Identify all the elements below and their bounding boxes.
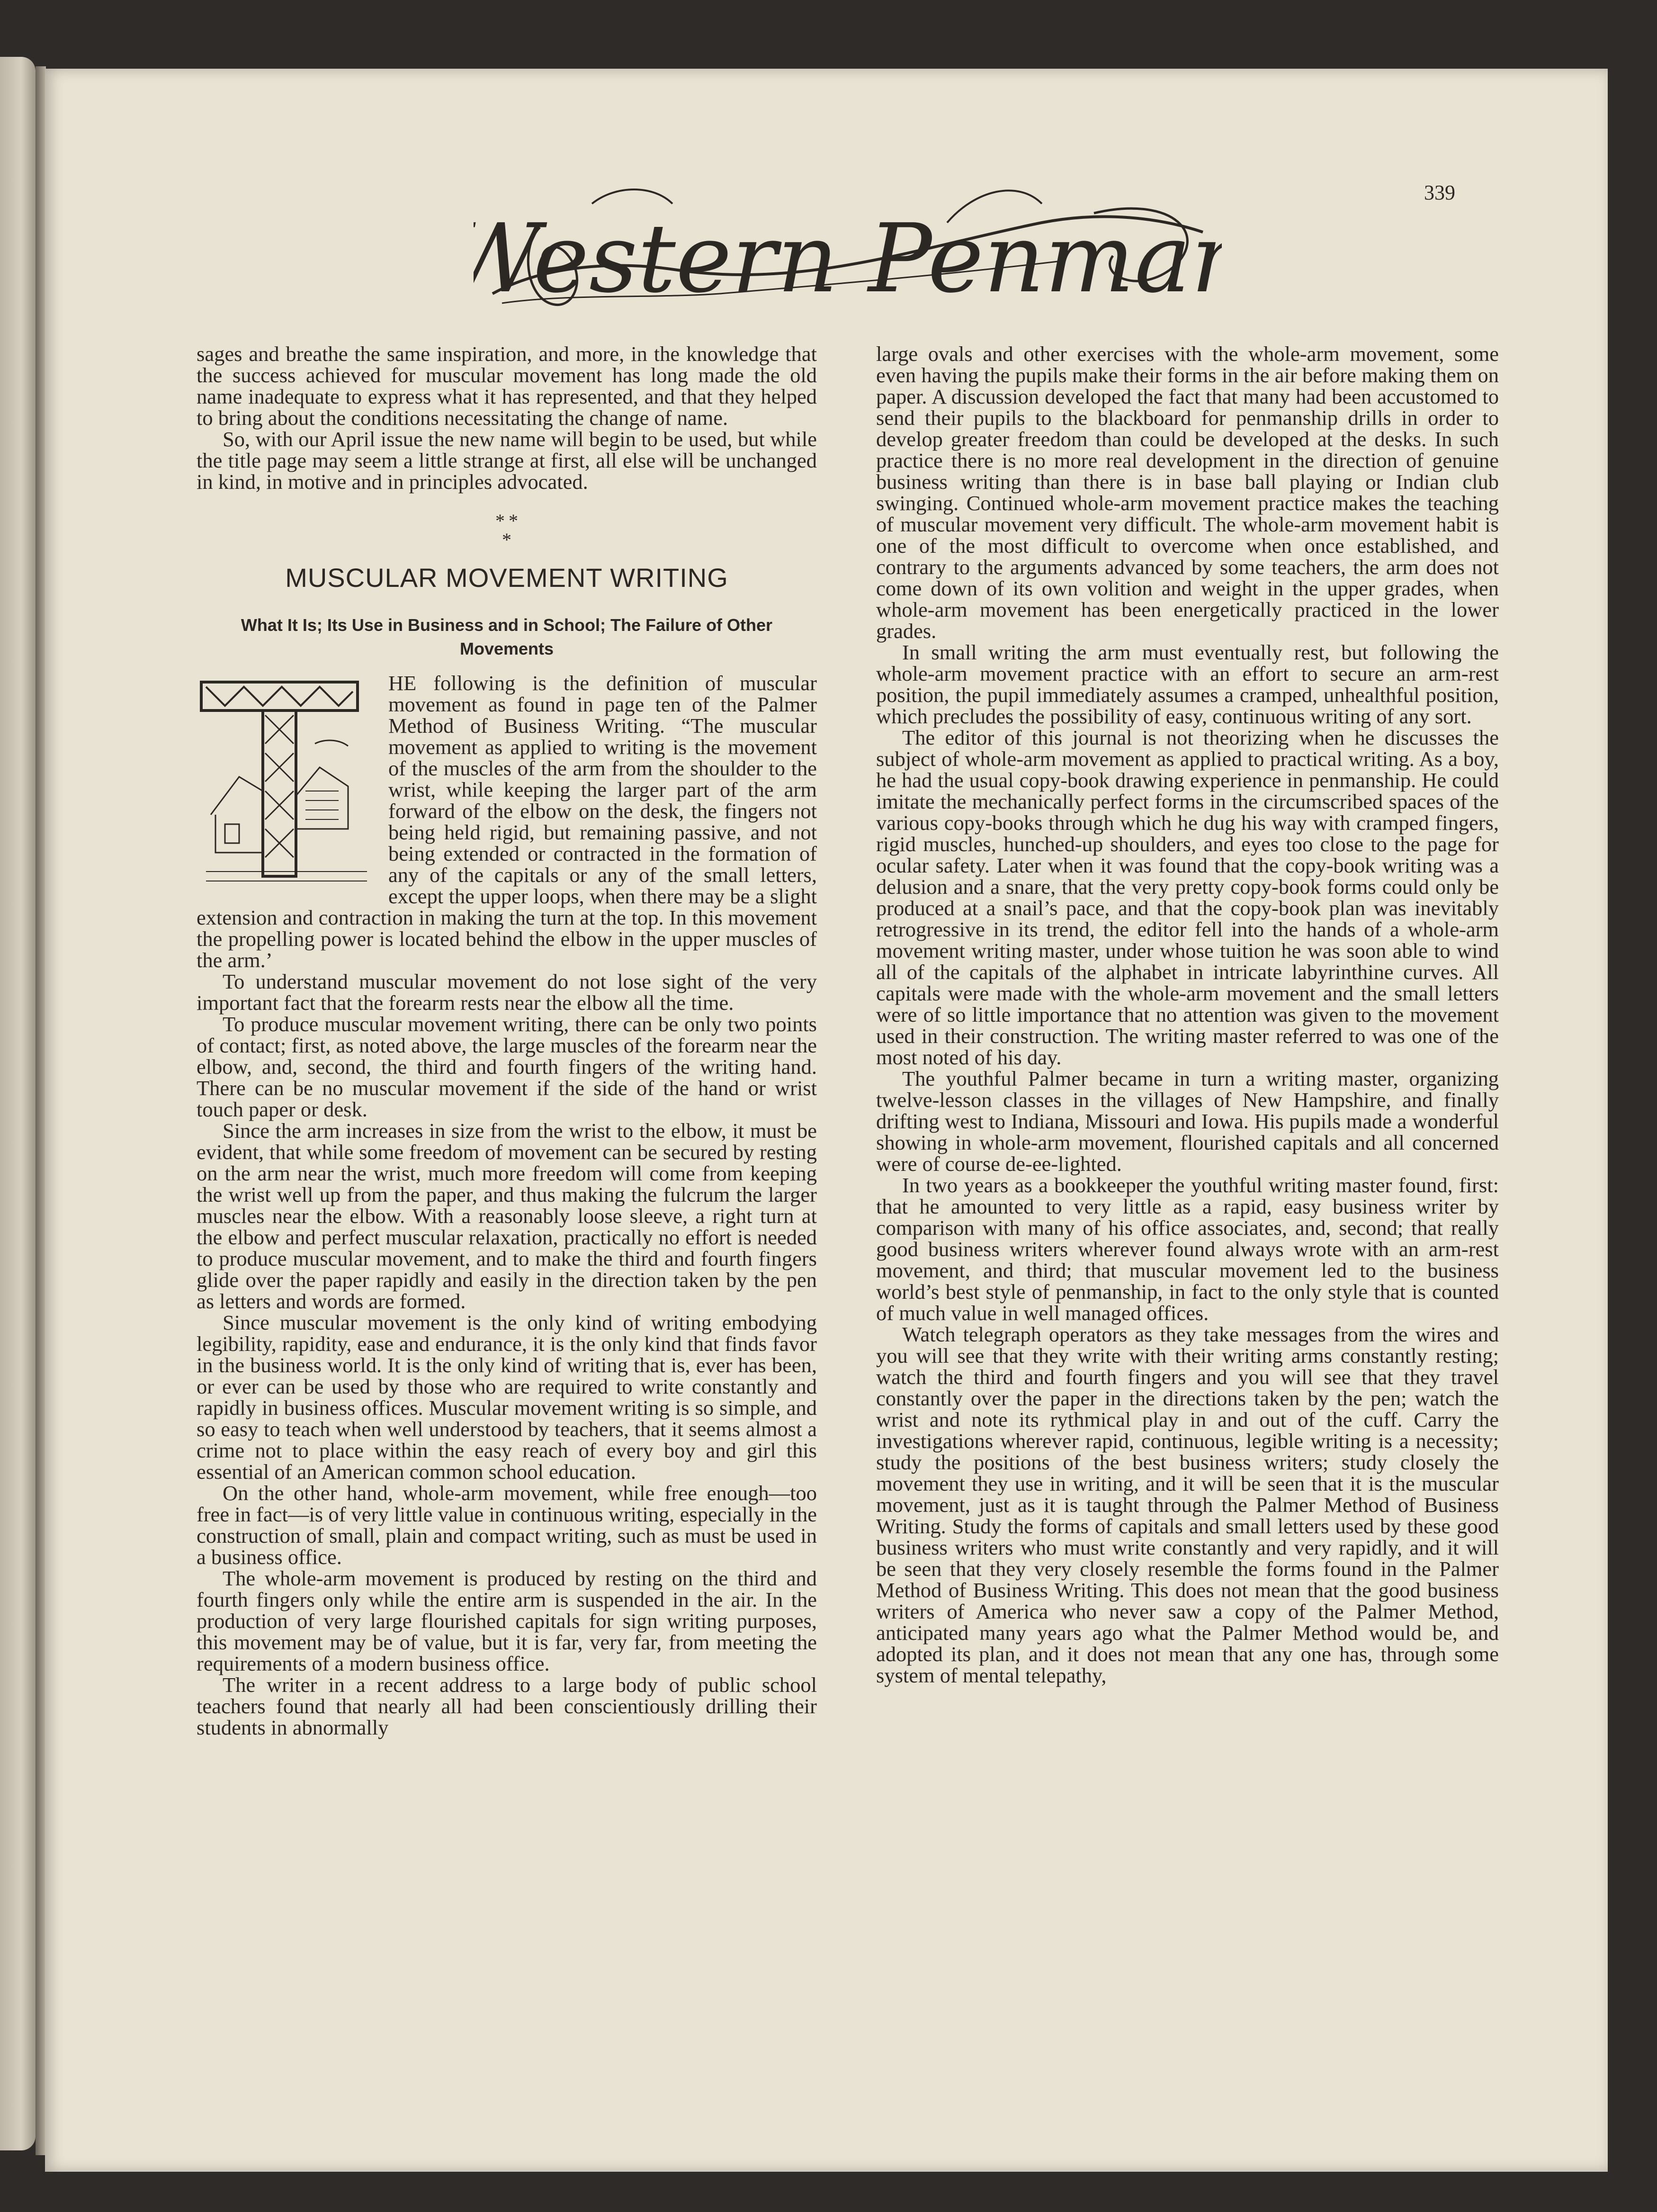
body-paragraph-2: To produce muscular movement writing, there can be only two points of contact; first, as noted above, the large muscles of the forearm near the elbow, and, second, the third and fourth fingers of the writing hand. There can be no muscular movement if the side of the hand or wrist touch paper or desk. bbox=[197, 1012, 817, 1121]
intro-paragraph-1: sages and breathe the same inspiration, and more, in the knowledge that the success achieved for muscular movement has long made the old name inadequate to express what it has represented, and that they helped to bring about the conditions necessitating the change of name. bbox=[197, 342, 817, 430]
facing-page-edge bbox=[0, 57, 36, 2150]
masthead-script-svg bbox=[474, 152, 1222, 341]
right-paragraph-4: The youthful Palmer became in turn a writing master, organizing twelve-lesson classes in the villages of New Hampshire, and finally drifting west to Indiana, Missouri and Iowa. His pupils made a wonderful showing in whole-arm movement, flourished capitals and all concerned were of course de-ee-lighted. bbox=[876, 1067, 1499, 1176]
section-separator: * * * bbox=[495, 510, 518, 550]
definition-paragraph: HE following is the definition of muscular movement as found in page ten of the Palmer Method of Business Writing. “The muscular movement as applied to writing is the movement of the muscles of the arm from the shoulder to the wrist, while keeping the larger part of the arm forward of the elbow on the desk, the fingers not being held rigid, but remaining passive, and not being extended or contracted in the formation of any of the capitals or any of the small letters, except the upper loops, when there may be a slight extension and contraction in making the turn at the top. In this movement the propelling power is located behind the elbow in the upper muscles of the arm.’ bbox=[197, 671, 817, 972]
body-paragraph-1: To understand muscular movement do not lose sight of the very important fact that the forearm rests near the elbow all the time. bbox=[197, 970, 817, 1015]
page-number: 339 bbox=[1424, 181, 1455, 204]
dropcap-letter: T bbox=[279, 708, 280, 709]
right-paragraph-5: In two years as a bookkeeper the youthful writing master found, first: that he amounted to very little as a rapid, easy business writer by comparison with many of his office associates, and, second; that really good business writers wherever found always wrote with an arm-rest movement, and third; that muscular movement led to the business world’s best style of penmanship, in fact to the only style that is counted of much value in well managed offices. bbox=[876, 1173, 1499, 1325]
intro-paragraph-2: So, with our April issue the new name will begin to be used, but while the title page may seem a little strange at first, all else will be unchanged in kind, in motive and in principles advocated. bbox=[197, 427, 817, 494]
magazine-page bbox=[45, 69, 1608, 2172]
masthead-logo bbox=[474, 152, 1222, 341]
right-column bbox=[876, 343, 1499, 1686]
body-paragraph-6: The whole-arm movement is produced by resting on the third and fourth fingers only while the entire arm is suspended in the air. In the production of very large flourished capitals for sign writing purposes, this movement may be of value, but it is far, very far, from meeting the requirements of a modern business office. bbox=[197, 1566, 817, 1675]
book-spine bbox=[36, 66, 46, 2155]
right-paragraph-2: In small writing the arm must eventually rest, but following the whole-arm movement practice with an effort to secure an arm-rest position, the pupil immediately assumes a cramped, unhealthful position, which precludes the possibility of easy, continuous writing of any sort. bbox=[876, 640, 1499, 728]
body-paragraph-4: Since muscular movement is the only kind of writing embodying legibility, rapidity, ease and endurance, it is the only kind that finds favor in the business world. It is the only kind of writing that is, ever has been, or ever can be used by those who are required to write constantly and rapidly in business offices. Muscular movement writing is so simple, and so easy to teach when well understood by teachers, that it seems almost a crime not to place within the easy reach of every boy and girl this essential of an American common school education. bbox=[197, 1311, 817, 1484]
illustrated-dropcap bbox=[197, 673, 376, 890]
right-paragraph-1: large ovals and other exercises with the whole-arm movement, some even having the pupils make their forms in the air before making them on paper. A discussion developed the fact that many had been accustomed to send their pupils to the blackboard for penmanship drills in order to develop greater freedom than could be developed at the desks. In such practice there is no more real development in the direction of genuine business writing than there is in base ball playing or Indian club swinging. Continued whole-arm movement practice makes the teaching of muscular movement very difficult. The whole-arm movement habit is one of the most difficult to overcome when once established, and contrary to the arguments advanced by some teachers, the arm does not come down of its own volition and weight in the upper grades, when whole-arm movement has been energetically practiced in the lower grades. bbox=[876, 342, 1499, 643]
body-paragraph-3: Since the arm increases in size from the wrist to the elbow, it must be evident, that while some freedom of movement can be secured by resting on the arm near the wrist, much more freedom will come from keeping the wrist well up from the paper, and thus making the fulcrum the larger muscles near the elbow. With a reasonably loose sleeve, a right turn at the elbow and perfect muscular relaxation, practically no effort is needed to produce muscular movement, and to make the third and fourth fingers glide over the paper rapidly and easily in the direction taken by the pen as letters and words are formed. bbox=[197, 1119, 817, 1313]
article-subtitle: What It Is; Its Use in Business and in School; The Failure of Other Movements bbox=[241, 615, 773, 658]
left-column bbox=[197, 343, 817, 1738]
right-paragraph-6: Watch telegraph operators as they take messages from the wires and you will see that they write with their writing arms constantly resting; watch the third and fourth fingers and you will see that they travel constantly over the paper in the directions taken by the pen; watch the wrist and note its rythmical play in and out of the cuff. Carry the investigations wherever rapid, continuous, legible writing is a necessity; study the positions of the best business writers; study closely the movement they use in writing, and it will be seen that it is the muscular movement, just as it is taught through the Palmer Method of Business Writing. Study the forms of capitals and small letters used by these good business writers who must write constantly and very rapidly, and it will be seen that they very closely resemble the forms found in the Palmer Method of Business Writing. This does not mean that the good business writers of America who never saw a copy of the Palmer Method, anticipated many years ago what the Palmer Method would be, and adopted its plan, and it does not mean that any one has, through some system of mental telepathy, bbox=[876, 1322, 1499, 1687]
right-paragraph-3: The editor of this journal is not theorizing when he discusses the subject of whole-arm movement as applied to practical writing. As a boy, he had the usual copy-book drawing experience in penmanship. He could imitate the mechanically perfect forms in the circumscribed spaces of the various copy-books through which he dug his way with cramped fingers, rigid muscles, hunched-up shoulders, and eyes too close to the page for ocular safety. Later when it was found that the copy-book writing was a delusion and a snare, that the very pretty copy-book forms could only be produced at a snail’s pace, and that the copy-book plan was inevitably retrogressive in its trend, the editor fell into the hands of a whole-arm movement writing master, under whose tuition he was soon able to wind all of the capitals of the alphabet in intricate labyrinthine curves. All capitals were made with the whole-arm movement and the small letters were of so little importance that no attention was given to the movement used in their construction. The writing master referred to was one of the most noted of his day. bbox=[876, 726, 1499, 1069]
body-paragraph-5: On the other hand, whole-arm movement, while free enough—too free in fact—is of very little value in continuous writing, especially in the construction of small, plain and compact writing, such as must be used in a business office. bbox=[197, 1481, 817, 1569]
dropcap-illustration-icon bbox=[197, 673, 376, 890]
article-title: MUSCULAR MOVEMENT WRITING bbox=[285, 563, 728, 593]
masthead-title: Western Penman bbox=[474, 204, 1222, 314]
body-paragraph-7: The writer in a recent address to a large body of public school teachers found that nearly all had been conscientiously drilling their students in abnormally bbox=[197, 1673, 817, 1739]
